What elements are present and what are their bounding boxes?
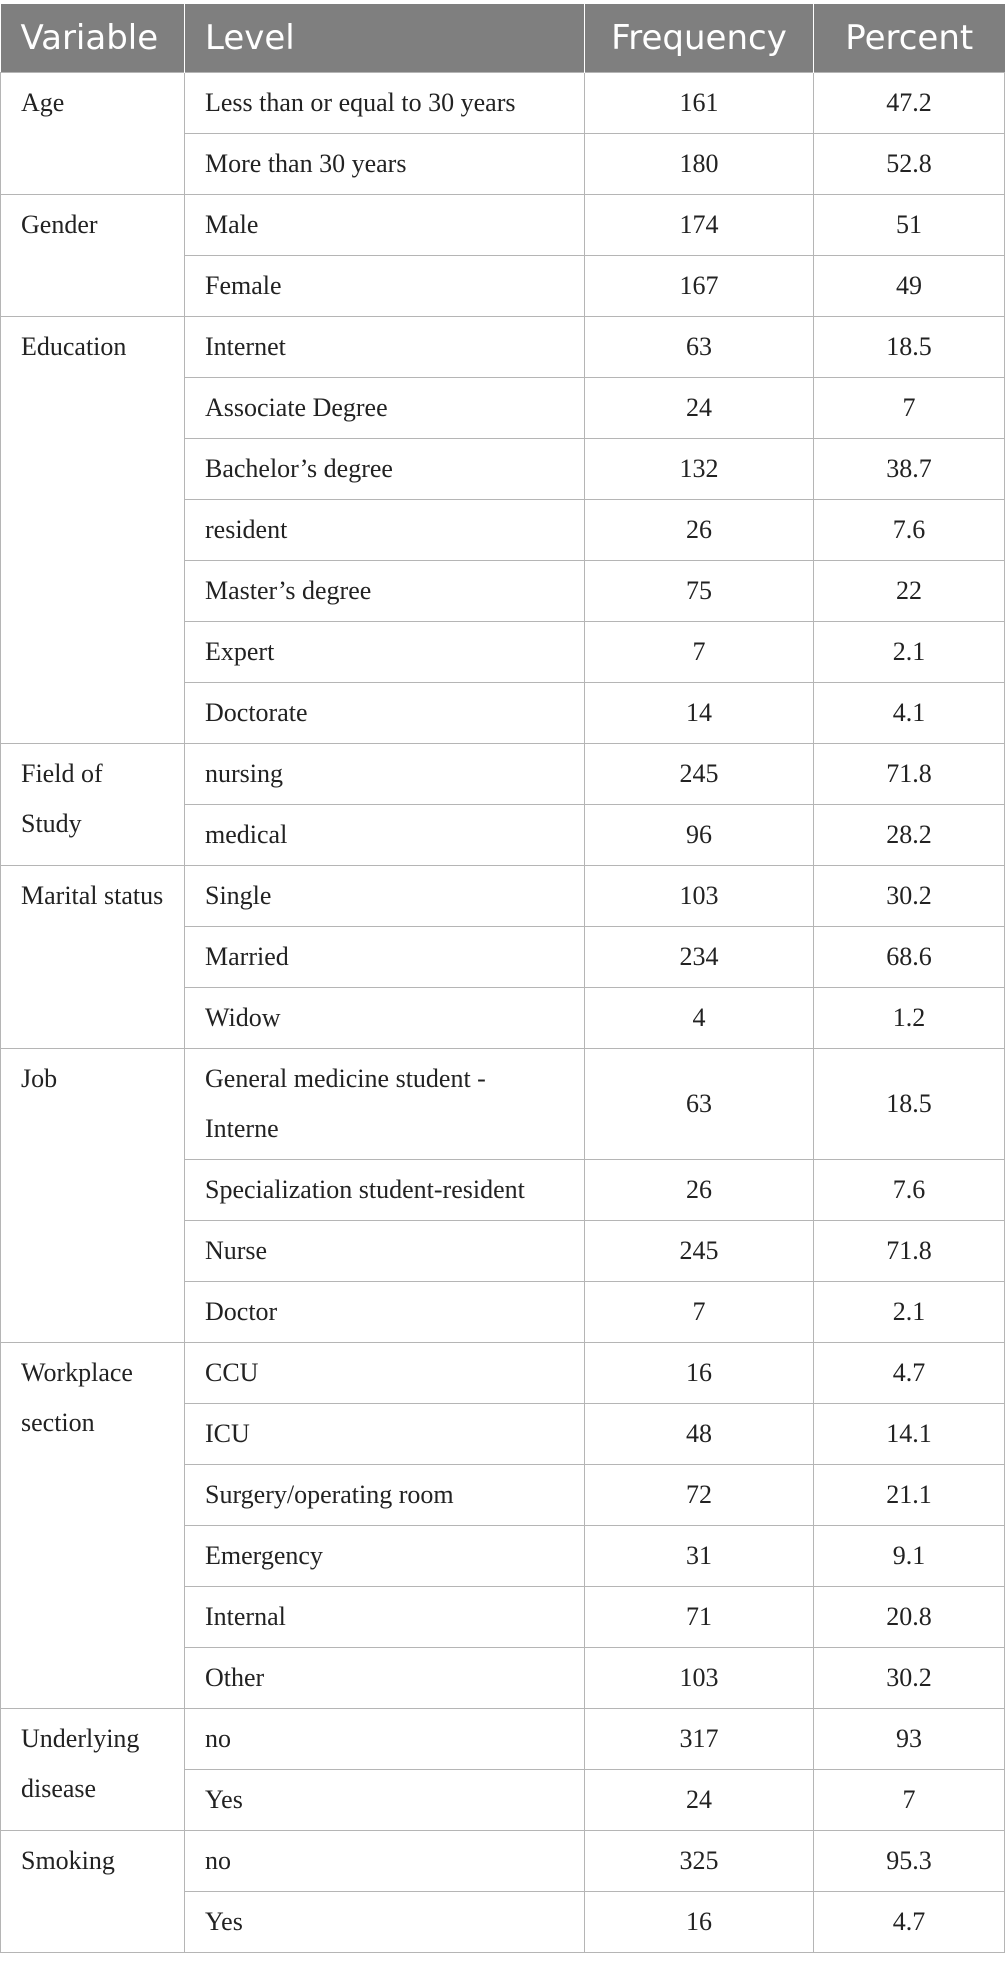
variable-cell: Underlying disease <box>1 1708 185 1830</box>
variable-cell: Field of Study <box>1 743 185 865</box>
percent-cell: 47.2 <box>814 72 1005 133</box>
level-cell: Married <box>185 926 585 987</box>
level-cell: no <box>185 1708 585 1769</box>
frequency-cell: 16 <box>585 1342 814 1403</box>
level-cell: ICU <box>185 1403 585 1464</box>
percent-cell: 52.8 <box>814 133 1005 194</box>
frequency-cell: 174 <box>585 194 814 255</box>
level-cell: Male <box>185 194 585 255</box>
percent-cell: 20.8 <box>814 1586 1005 1647</box>
variable-cell: Workplace section <box>1 1342 185 1708</box>
percent-cell: 2.1 <box>814 1281 1005 1342</box>
table-row <box>1 1342 1005 1403</box>
header-frequency: Frequency <box>585 4 814 72</box>
variable-cell: Gender <box>1 194 185 316</box>
header-percent: Percent <box>814 4 1005 72</box>
demographics-table <box>0 4 1005 1953</box>
percent-cell: 28.2 <box>814 804 1005 865</box>
percent-cell: 4.7 <box>814 1342 1005 1403</box>
level-cell: nursing <box>185 743 585 804</box>
level-cell: Bachelor’s degree <box>185 438 585 499</box>
frequency-cell: 103 <box>585 865 814 926</box>
level-cell: Associate Degree <box>185 377 585 438</box>
percent-cell: 51 <box>814 194 1005 255</box>
level-cell: medical <box>185 804 585 865</box>
table-row <box>1 1830 1005 1891</box>
table-row <box>1 1048 1005 1159</box>
level-cell: Surgery/operating room <box>185 1464 585 1525</box>
header-row <box>1 4 1005 72</box>
level-cell: Internal <box>185 1586 585 1647</box>
level-cell: Master’s degree <box>185 560 585 621</box>
level-cell: Specialization student-resident <box>185 1159 585 1220</box>
level-cell: Female <box>185 255 585 316</box>
level-cell: General medicine student - Interne <box>185 1048 585 1159</box>
percent-cell: 68.6 <box>814 926 1005 987</box>
level-cell: no <box>185 1830 585 1891</box>
percent-cell: 2.1 <box>814 621 1005 682</box>
frequency-cell: 4 <box>585 987 814 1048</box>
percent-cell: 4.1 <box>814 682 1005 743</box>
frequency-cell: 31 <box>585 1525 814 1586</box>
level-cell: Other <box>185 1647 585 1708</box>
table-row <box>1 865 1005 926</box>
frequency-cell: 24 <box>585 377 814 438</box>
table-body <box>1 72 1005 1952</box>
level-cell: Emergency <box>185 1525 585 1586</box>
percent-cell: 93 <box>814 1708 1005 1769</box>
frequency-cell: 245 <box>585 743 814 804</box>
frequency-cell: 72 <box>585 1464 814 1525</box>
percent-cell: 7 <box>814 377 1005 438</box>
percent-cell: 71.8 <box>814 743 1005 804</box>
level-cell: CCU <box>185 1342 585 1403</box>
frequency-cell: 325 <box>585 1830 814 1891</box>
table-row <box>1 743 1005 804</box>
percent-cell: 18.5 <box>814 1048 1005 1159</box>
level-cell: Single <box>185 865 585 926</box>
frequency-cell: 103 <box>585 1647 814 1708</box>
header-level: Level <box>185 4 585 72</box>
frequency-cell: 317 <box>585 1708 814 1769</box>
percent-cell: 9.1 <box>814 1525 1005 1586</box>
percent-cell: 7 <box>814 1769 1005 1830</box>
frequency-cell: 234 <box>585 926 814 987</box>
level-cell: Less than or equal to 30 years <box>185 72 585 133</box>
frequency-cell: 7 <box>585 621 814 682</box>
frequency-cell: 63 <box>585 316 814 377</box>
table-row <box>1 194 1005 255</box>
level-cell: Expert <box>185 621 585 682</box>
level-cell: Widow <box>185 987 585 1048</box>
frequency-cell: 71 <box>585 1586 814 1647</box>
variable-cell: Age <box>1 72 185 194</box>
percent-cell: 95.3 <box>814 1830 1005 1891</box>
variable-cell: Marital status <box>1 865 185 1048</box>
variable-cell: Job <box>1 1048 185 1342</box>
frequency-cell: 96 <box>585 804 814 865</box>
level-cell: Internet <box>185 316 585 377</box>
percent-cell: 7.6 <box>814 1159 1005 1220</box>
frequency-cell: 132 <box>585 438 814 499</box>
percent-cell: 49 <box>814 255 1005 316</box>
frequency-cell: 180 <box>585 133 814 194</box>
frequency-cell: 26 <box>585 499 814 560</box>
frequency-cell: 63 <box>585 1048 814 1159</box>
percent-cell: 4.7 <box>814 1891 1005 1952</box>
frequency-cell: 245 <box>585 1220 814 1281</box>
percent-cell: 71.8 <box>814 1220 1005 1281</box>
percent-cell: 21.1 <box>814 1464 1005 1525</box>
frequency-cell: 161 <box>585 72 814 133</box>
level-cell: More than 30 years <box>185 133 585 194</box>
percent-cell: 1.2 <box>814 987 1005 1048</box>
frequency-cell: 75 <box>585 560 814 621</box>
variable-cell: Education <box>1 316 185 743</box>
table-row <box>1 1708 1005 1769</box>
frequency-cell: 16 <box>585 1891 814 1952</box>
percent-cell: 22 <box>814 560 1005 621</box>
table-row <box>1 316 1005 377</box>
table-header <box>1 4 1005 72</box>
level-cell: Yes <box>185 1769 585 1830</box>
frequency-cell: 26 <box>585 1159 814 1220</box>
variable-cell: Smoking <box>1 1830 185 1952</box>
table-row <box>1 72 1005 133</box>
percent-cell: 18.5 <box>814 316 1005 377</box>
frequency-cell: 14 <box>585 682 814 743</box>
percent-cell: 30.2 <box>814 1647 1005 1708</box>
frequency-cell: 48 <box>585 1403 814 1464</box>
level-cell: resident <box>185 499 585 560</box>
percent-cell: 7.6 <box>814 499 1005 560</box>
percent-cell: 14.1 <box>814 1403 1005 1464</box>
level-cell: Doctorate <box>185 682 585 743</box>
percent-cell: 30.2 <box>814 865 1005 926</box>
frequency-cell: 7 <box>585 1281 814 1342</box>
frequency-cell: 167 <box>585 255 814 316</box>
header-variable: Variable <box>1 4 185 72</box>
level-cell: Doctor <box>185 1281 585 1342</box>
percent-cell: 38.7 <box>814 438 1005 499</box>
level-cell: Yes <box>185 1891 585 1952</box>
level-cell: Nurse <box>185 1220 585 1281</box>
frequency-cell: 24 <box>585 1769 814 1830</box>
